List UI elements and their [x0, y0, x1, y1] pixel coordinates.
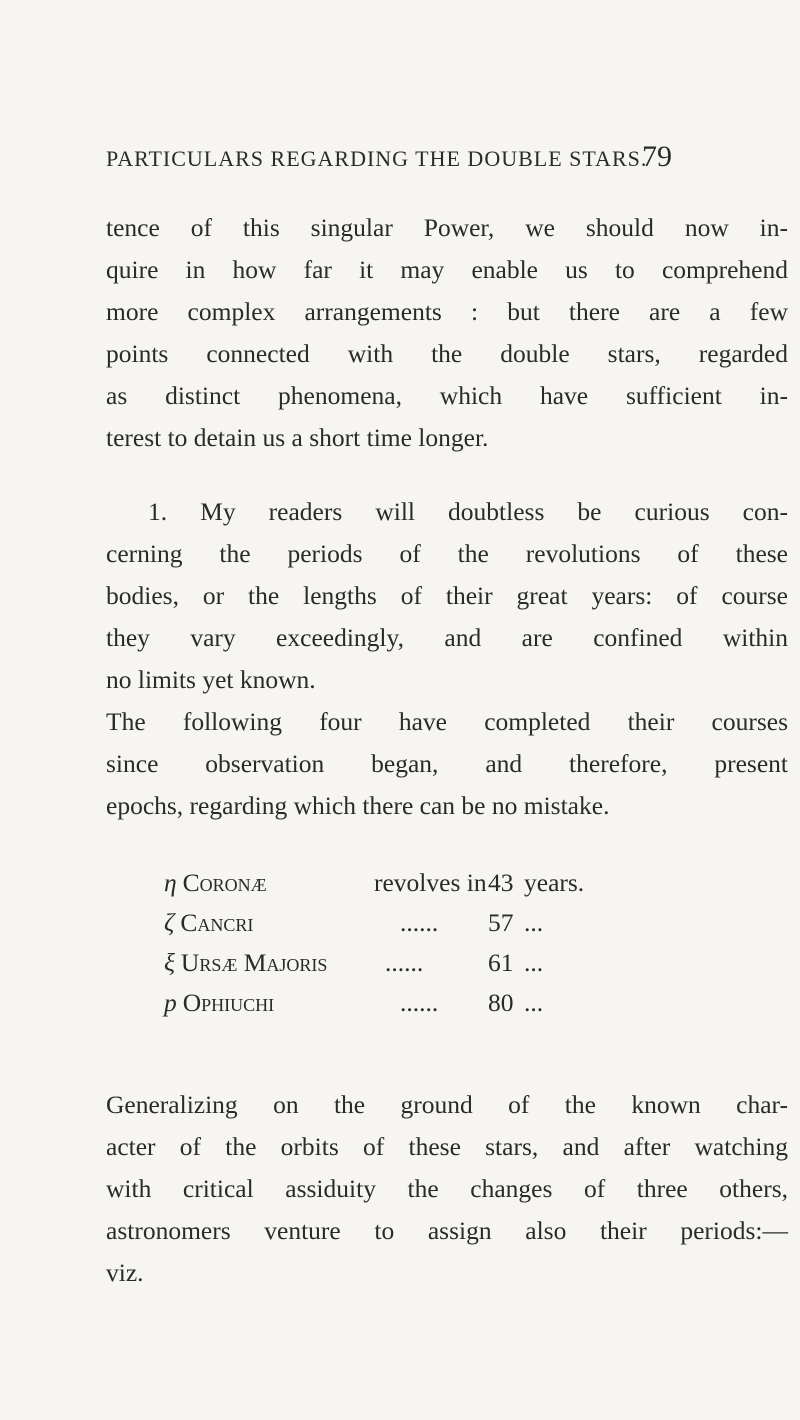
star-period-unit: ... [524, 988, 544, 1017]
star-letter: ξ [164, 948, 175, 977]
text-line: tence of this singular Power, we should now in- [106, 213, 788, 242]
text-line: quire in how far it may enable us to comprehend [106, 255, 788, 284]
text-line: viz. [106, 1258, 144, 1287]
text-line: acter of the orbits of these stars, and after watching [106, 1132, 788, 1161]
star-letter: p [164, 988, 177, 1017]
star-name: Cancri [180, 908, 254, 937]
star-list-item [0, 988, 800, 1024]
text-line: astronomers venture to assign also their periods:— [106, 1216, 788, 1245]
text-line: terest to detain us a short time longer. [106, 423, 489, 452]
text-line: no limits yet known. [106, 665, 316, 694]
star-list-item [0, 948, 800, 984]
page-number: 79 [642, 140, 672, 173]
star-connector: revolves in [374, 868, 487, 897]
star-period-unit: ... [524, 908, 544, 937]
star-name-cell [164, 948, 327, 978]
text-line: cerning the periods of the revolutions of these [106, 539, 788, 568]
text-line: bodies, or the lengths of their great years: of course [106, 581, 788, 610]
text-line: Generalizing on the ground of the known char- [106, 1090, 788, 1119]
text-line: they vary exceedingly, and are confined within [106, 623, 788, 652]
star-letter: η [164, 868, 177, 897]
star-list-item [0, 908, 800, 944]
running-title: PARTICULARS REGARDING THE DOUBLE STARS. [106, 146, 648, 171]
star-period: 80 [488, 988, 514, 1017]
star-period: 61 [488, 948, 514, 977]
running-header [106, 140, 672, 173]
text-line: The following four have completed their courses [106, 707, 788, 736]
star-connector: ...... [385, 948, 424, 977]
star-name: Ophiuchi [182, 988, 275, 1017]
text-line: with critical assiduity the changes of three others, [106, 1174, 788, 1203]
star-name: Coronæ [182, 868, 267, 897]
star-period-unit: years. [524, 868, 585, 897]
star-name: Ursæ Majoris [180, 948, 328, 977]
star-period: 57 [488, 908, 514, 937]
star-name-cell [164, 988, 274, 1018]
text-line: 1. My readers will doubtless be curious con- [148, 497, 788, 526]
star-period: 43 [488, 868, 514, 897]
star-name-cell [164, 868, 267, 898]
star-list-item [0, 868, 800, 904]
text-line: epochs, regarding which there can be no mistake. [106, 791, 610, 820]
star-letter: ζ [164, 908, 175, 937]
text-line: more complex arrangements : but there are a few [106, 297, 788, 326]
star-period-unit: ... [524, 948, 544, 977]
star-connector: ...... [400, 908, 439, 937]
text-line: as distinct phenomena, which have sufficient in- [106, 381, 788, 410]
text-line: since observation began, and therefore, present [106, 749, 788, 778]
text-line: points connected with the double stars, regarded [106, 339, 788, 368]
star-connector: ...... [400, 988, 439, 1017]
star-name-cell [164, 908, 253, 938]
